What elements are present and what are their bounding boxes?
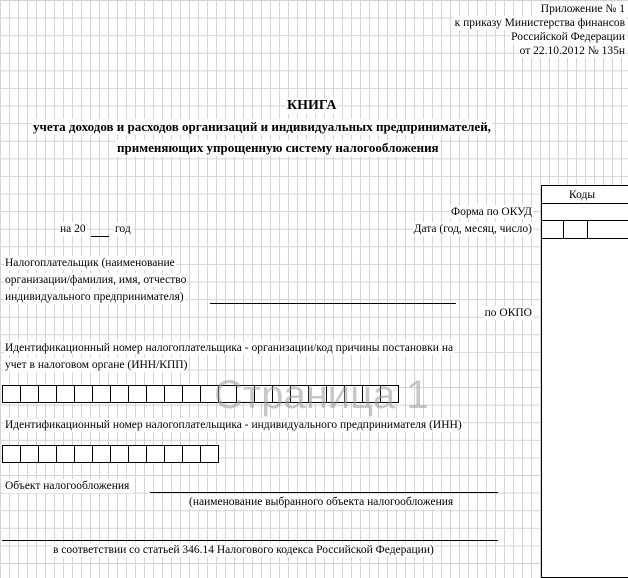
codes-header: Коды (569, 189, 596, 201)
appendix-line-2: к приказу Министерства финансов (454, 17, 625, 29)
appendix-line-3: Российской Федерации (511, 31, 625, 43)
book-subtitle-1: учета доходов и расходов организаций и индивидуальных предпринимателей, (33, 119, 491, 134)
inn-ip-cells[interactable] (2, 445, 219, 463)
okud-label: Форма по ОКУД (451, 206, 532, 218)
date-cell-divider-2 (587, 220, 588, 238)
appendix-line-4: от 22.10.2012 № 135н (519, 45, 625, 57)
year-suffix: год (115, 223, 131, 235)
tax-object-input-line[interactable] (150, 492, 498, 493)
date-label: Дата (год, месяц, число) (413, 223, 532, 235)
year-input-line[interactable] (91, 236, 109, 237)
book-title: КНИГА (287, 98, 337, 113)
legal-reference: в соответствии со статьей 346.14 Налогового кодекса Российской Федерации) (53, 544, 434, 556)
codes-column (541, 185, 628, 578)
year-prefix: на 20 (60, 223, 86, 235)
date-cell-bottom (541, 238, 628, 239)
taxpayer-label-2: организации/фамилия, имя, отчество (5, 274, 187, 286)
inn-kpp-label-2: учет в налоговом органе (ИНН/КПП) (5, 359, 188, 371)
okud-cell-bottom (541, 220, 628, 221)
tax-object-continuation-line[interactable] (2, 540, 498, 541)
taxpayer-label-3: индивидуального предпринимателя) (5, 291, 184, 303)
taxpayer-label-1: Налогоплательщик (наименование (5, 257, 175, 269)
tax-object-caption: (наименование выбранного объекта налогообложения (189, 496, 454, 508)
page-watermark: Страница 1 (214, 373, 429, 417)
inn-ip-label: Идентификационный номер налогоплательщика - индивидуального предпринимателя (ИНН) (5, 419, 462, 431)
codes-header-divider (541, 203, 628, 204)
tax-object-label: Объект налогообложения (5, 480, 130, 492)
taxpayer-input-line[interactable] (210, 303, 456, 304)
date-cell-divider-1 (563, 220, 564, 238)
inn-kpp-label-1: Идентификационный номер налогоплательщика - организации/код причины постановки на (5, 342, 454, 354)
okpo-label: по ОКПО (484, 307, 532, 319)
book-subtitle-2: применяющих упрощенную систему налогообложения (117, 140, 439, 155)
appendix-line-1: Приложение № 1 (540, 3, 625, 15)
